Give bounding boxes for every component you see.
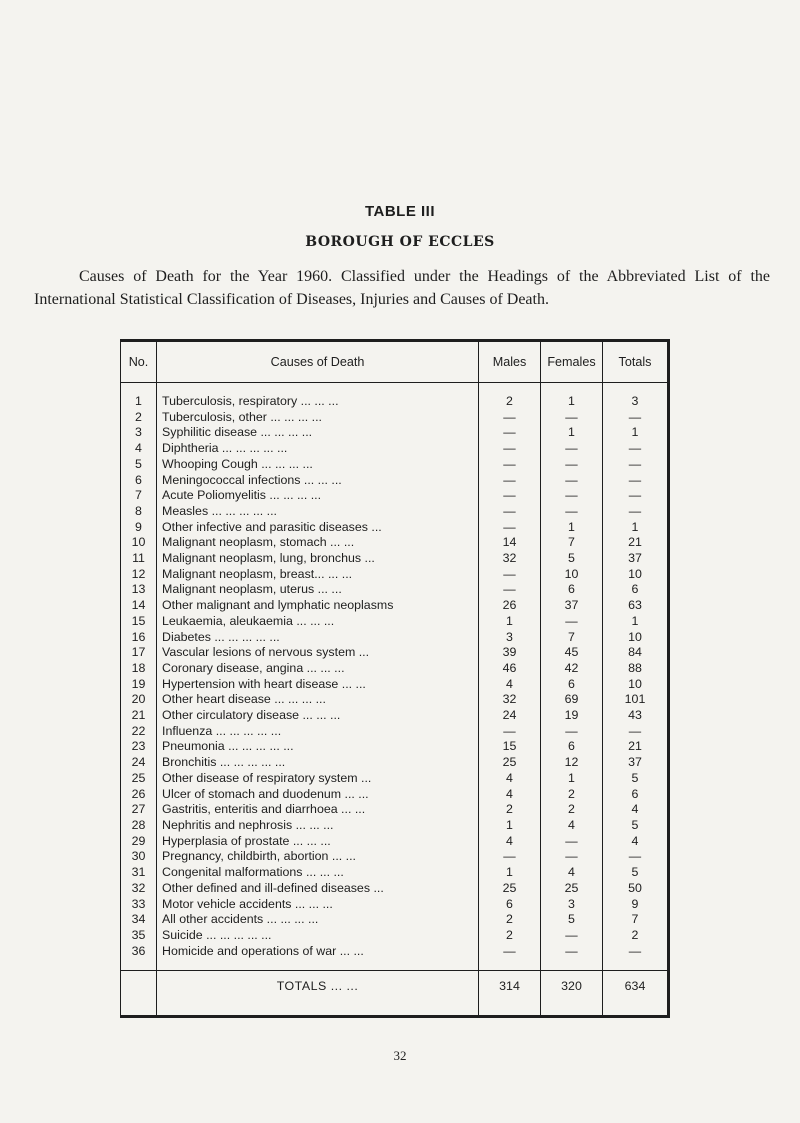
cell-males: — bbox=[479, 520, 541, 536]
cell-males: — bbox=[479, 504, 541, 520]
cell-females: 6 bbox=[541, 739, 603, 755]
totals-label: TOTALS ... ... bbox=[157, 971, 479, 1002]
cell-no: 9 bbox=[121, 520, 157, 536]
cell-totals: — bbox=[603, 473, 669, 489]
cell-cause: Motor vehicle accidents ... ... ... bbox=[157, 897, 479, 913]
cell-males: — bbox=[479, 425, 541, 441]
cell-males: 4 bbox=[479, 771, 541, 787]
totals-females: 320 bbox=[541, 971, 603, 1002]
cell-cause: Diphtheria ... ... ... ... ... bbox=[157, 441, 479, 457]
cell-cause: Vascular lesions of nervous system ... bbox=[157, 645, 479, 661]
cell-no: 26 bbox=[121, 787, 157, 803]
table-row bbox=[121, 551, 669, 567]
cell-males: 14 bbox=[479, 535, 541, 551]
cell-females: 1 bbox=[541, 425, 603, 441]
cell-females: 25 bbox=[541, 881, 603, 897]
caption-text: Causes of Death for the Year 1960. Classified under the Headings of the Abbreviated List of the International Statistical Classification of Diseases, Injuries and Causes of Death. bbox=[34, 268, 770, 308]
cell-males: 1 bbox=[479, 865, 541, 881]
table-row bbox=[121, 598, 669, 614]
cell-cause: Leukaemia, aleukaemia ... ... ... bbox=[157, 614, 479, 630]
cell-cause: Other disease of respiratory system ... bbox=[157, 771, 479, 787]
cell-cause: Acute Poliomyelitis ... ... ... ... bbox=[157, 488, 479, 504]
cell-no: 23 bbox=[121, 739, 157, 755]
cell-no: 18 bbox=[121, 661, 157, 677]
cell-no: 29 bbox=[121, 834, 157, 850]
page-number: 32 bbox=[393, 1048, 407, 1063]
cell-no: 31 bbox=[121, 865, 157, 881]
cell-totals: 50 bbox=[603, 881, 669, 897]
table-row bbox=[121, 582, 669, 598]
cell-females: — bbox=[541, 614, 603, 630]
cell-no: 24 bbox=[121, 755, 157, 771]
cell-females: 37 bbox=[541, 598, 603, 614]
cell-no: 20 bbox=[121, 692, 157, 708]
table-caption bbox=[34, 265, 770, 311]
cell-cause: Coronary disease, angina ... ... ... bbox=[157, 661, 479, 677]
spacer-row bbox=[121, 959, 669, 971]
spacer-row bbox=[121, 1001, 669, 1017]
spacer-row bbox=[121, 383, 669, 395]
cell-cause: Other malignant and lymphatic neoplasms bbox=[157, 598, 479, 614]
cell-males: 2 bbox=[479, 912, 541, 928]
cell-cause: Diabetes ... ... ... ... ... bbox=[157, 630, 479, 646]
table-row bbox=[121, 425, 669, 441]
cell-cause: Malignant neoplasm, stomach ... ... bbox=[157, 535, 479, 551]
table-row bbox=[121, 881, 669, 897]
cell-males: — bbox=[479, 849, 541, 865]
cell-totals: 6 bbox=[603, 787, 669, 803]
cell-males: 39 bbox=[479, 645, 541, 661]
cell-no: 12 bbox=[121, 567, 157, 583]
cell-males: 6 bbox=[479, 897, 541, 913]
cell-cause: Ulcer of stomach and duodenum ... ... bbox=[157, 787, 479, 803]
cell-totals: 21 bbox=[603, 535, 669, 551]
table-row bbox=[121, 897, 669, 913]
cell-cause: Gastritis, enteritis and diarrhoea ... ... bbox=[157, 802, 479, 818]
cell-no: 3 bbox=[121, 425, 157, 441]
cell-totals: 101 bbox=[603, 692, 669, 708]
cell-females: 5 bbox=[541, 912, 603, 928]
cell-females: — bbox=[541, 849, 603, 865]
cell-males: — bbox=[479, 567, 541, 583]
cell-cause: Malignant neoplasm, uterus ... ... bbox=[157, 582, 479, 598]
cell-no: 10 bbox=[121, 535, 157, 551]
table-row bbox=[121, 944, 669, 960]
cell-totals: 4 bbox=[603, 834, 669, 850]
table-row bbox=[121, 457, 669, 473]
cell-males: — bbox=[479, 944, 541, 960]
cell-cause: Suicide ... ... ... ... ... bbox=[157, 928, 479, 944]
cell-totals: 5 bbox=[603, 771, 669, 787]
cell-males: 1 bbox=[479, 818, 541, 834]
cell-cause: Tuberculosis, respiratory ... ... ... bbox=[157, 394, 479, 410]
cell-totals: 5 bbox=[603, 865, 669, 881]
table-row bbox=[121, 677, 669, 693]
cell-totals: — bbox=[603, 504, 669, 520]
cell-females: 2 bbox=[541, 802, 603, 818]
table-row bbox=[121, 692, 669, 708]
table-row bbox=[121, 630, 669, 646]
cell-females: 6 bbox=[541, 677, 603, 693]
header-no: No. bbox=[121, 341, 157, 383]
cell-males: — bbox=[479, 410, 541, 426]
cell-no: 16 bbox=[121, 630, 157, 646]
cell-no: 17 bbox=[121, 645, 157, 661]
cell-no: 6 bbox=[121, 473, 157, 489]
cell-cause: Other heart disease ... ... ... ... bbox=[157, 692, 479, 708]
cell-no: 13 bbox=[121, 582, 157, 598]
cell-females: 1 bbox=[541, 520, 603, 536]
cell-no: 22 bbox=[121, 724, 157, 740]
cell-totals: 1 bbox=[603, 614, 669, 630]
cell-totals: — bbox=[603, 441, 669, 457]
cell-no: 33 bbox=[121, 897, 157, 913]
cell-totals: 7 bbox=[603, 912, 669, 928]
cell-totals: 4 bbox=[603, 802, 669, 818]
cell-females: — bbox=[541, 410, 603, 426]
cell-females: — bbox=[541, 928, 603, 944]
cell-males: 32 bbox=[479, 692, 541, 708]
cell-no: 1 bbox=[121, 394, 157, 410]
cell-females: 69 bbox=[541, 692, 603, 708]
cell-no: 32 bbox=[121, 881, 157, 897]
cell-cause: Homicide and operations of war ... ... bbox=[157, 944, 479, 960]
cell-totals: 84 bbox=[603, 645, 669, 661]
cell-no: 27 bbox=[121, 802, 157, 818]
table-row bbox=[121, 645, 669, 661]
header-females: Females bbox=[541, 341, 603, 383]
cell-totals: 21 bbox=[603, 739, 669, 755]
table-row bbox=[121, 473, 669, 489]
table-row bbox=[121, 802, 669, 818]
table-row bbox=[121, 567, 669, 583]
cell-no: 35 bbox=[121, 928, 157, 944]
table-row bbox=[121, 488, 669, 504]
cell-totals: — bbox=[603, 849, 669, 865]
table-row bbox=[121, 661, 669, 677]
cell-males: 32 bbox=[479, 551, 541, 567]
cell-no: 19 bbox=[121, 677, 157, 693]
cell-totals: — bbox=[603, 724, 669, 740]
table-row bbox=[121, 739, 669, 755]
table-row bbox=[121, 614, 669, 630]
cell-males: 25 bbox=[479, 755, 541, 771]
cell-males: 25 bbox=[479, 881, 541, 897]
header-row bbox=[121, 341, 669, 383]
cell-females: — bbox=[541, 473, 603, 489]
cell-totals: 10 bbox=[603, 677, 669, 693]
cell-totals: 1 bbox=[603, 520, 669, 536]
cell-females: 7 bbox=[541, 630, 603, 646]
cell-cause: Influenza ... ... ... ... ... bbox=[157, 724, 479, 740]
cell-females: 4 bbox=[541, 818, 603, 834]
cell-totals: — bbox=[603, 488, 669, 504]
cell-totals: 1 bbox=[603, 425, 669, 441]
cell-females: — bbox=[541, 944, 603, 960]
cell-cause: Pregnancy, childbirth, abortion ... ... bbox=[157, 849, 479, 865]
table-label: TABLE III bbox=[364, 203, 436, 220]
cell-males: 3 bbox=[479, 630, 541, 646]
cell-totals: 63 bbox=[603, 598, 669, 614]
cell-no: 28 bbox=[121, 818, 157, 834]
header-cause: Causes of Death bbox=[157, 341, 479, 383]
cell-males: 1 bbox=[479, 614, 541, 630]
cell-males: 46 bbox=[479, 661, 541, 677]
table-row bbox=[121, 755, 669, 771]
cell-totals: 10 bbox=[603, 630, 669, 646]
cell-cause: Measles ... ... ... ... ... bbox=[157, 504, 479, 520]
table-row bbox=[121, 928, 669, 944]
cell-cause: Other infective and parasitic diseases ... bbox=[157, 520, 479, 536]
table-row bbox=[121, 787, 669, 803]
table-row bbox=[121, 771, 669, 787]
cell-totals: 10 bbox=[603, 567, 669, 583]
cell-males: 2 bbox=[479, 394, 541, 410]
cell-females: — bbox=[541, 457, 603, 473]
cell-females: 7 bbox=[541, 535, 603, 551]
cell-no: 25 bbox=[121, 771, 157, 787]
cell-females: 12 bbox=[541, 755, 603, 771]
cell-females: 19 bbox=[541, 708, 603, 724]
table-row bbox=[121, 520, 669, 536]
cell-no: 30 bbox=[121, 849, 157, 865]
cell-cause: Other circulatory disease ... ... ... bbox=[157, 708, 479, 724]
cell-no: 11 bbox=[121, 551, 157, 567]
cell-totals: 6 bbox=[603, 582, 669, 598]
cell-cause: Tuberculosis, other ... ... ... ... bbox=[157, 410, 479, 426]
cell-cause: Whooping Cough ... ... ... ... bbox=[157, 457, 479, 473]
cell-cause: All other accidents ... ... ... ... bbox=[157, 912, 479, 928]
cell-no: 4 bbox=[121, 441, 157, 457]
cell-totals: 43 bbox=[603, 708, 669, 724]
table-row bbox=[121, 441, 669, 457]
totals-row bbox=[121, 971, 669, 1002]
cell-cause: Malignant neoplasm, breast... ... ... bbox=[157, 567, 479, 583]
cell-totals: — bbox=[603, 944, 669, 960]
cell-cause: Hypertension with heart disease ... ... bbox=[157, 677, 479, 693]
header-totals: Totals bbox=[603, 341, 669, 383]
cell-males: 4 bbox=[479, 787, 541, 803]
table-row bbox=[121, 724, 669, 740]
cell-males: 4 bbox=[479, 834, 541, 850]
cell-totals: — bbox=[603, 457, 669, 473]
table-row bbox=[121, 504, 669, 520]
cell-no: 15 bbox=[121, 614, 157, 630]
cell-males: — bbox=[479, 488, 541, 504]
cell-females: — bbox=[541, 834, 603, 850]
totals-males: 314 bbox=[479, 971, 541, 1002]
cell-totals: 5 bbox=[603, 818, 669, 834]
cell-totals: — bbox=[603, 410, 669, 426]
borough-title: BOROUGH OF ECCLES bbox=[305, 234, 495, 250]
table-row bbox=[121, 849, 669, 865]
cell-cause: Hyperplasia of prostate ... ... ... bbox=[157, 834, 479, 850]
cell-males: 4 bbox=[479, 677, 541, 693]
cell-males: — bbox=[479, 724, 541, 740]
cell-no: 8 bbox=[121, 504, 157, 520]
cell-totals: 37 bbox=[603, 551, 669, 567]
cell-females: 45 bbox=[541, 645, 603, 661]
cell-cause: Congenital malformations ... ... ... bbox=[157, 865, 479, 881]
cell-females: 4 bbox=[541, 865, 603, 881]
table-row bbox=[121, 834, 669, 850]
cell-cause: Malignant neoplasm, lung, bronchus ... bbox=[157, 551, 479, 567]
table-row bbox=[121, 708, 669, 724]
cell-females: — bbox=[541, 724, 603, 740]
cell-females: 42 bbox=[541, 661, 603, 677]
cell-cause: Pneumonia ... ... ... ... ... bbox=[157, 739, 479, 755]
cell-no: 7 bbox=[121, 488, 157, 504]
cell-no: 36 bbox=[121, 944, 157, 960]
cell-females: 3 bbox=[541, 897, 603, 913]
cell-males: 24 bbox=[479, 708, 541, 724]
causes-of-death-table bbox=[120, 339, 670, 1018]
cell-no: 21 bbox=[121, 708, 157, 724]
header-males: Males bbox=[479, 341, 541, 383]
cell-females: 1 bbox=[541, 394, 603, 410]
cell-females: 5 bbox=[541, 551, 603, 567]
cell-females: 6 bbox=[541, 582, 603, 598]
cell-males: 2 bbox=[479, 928, 541, 944]
table-row bbox=[121, 865, 669, 881]
table-row bbox=[121, 912, 669, 928]
cell-males: — bbox=[479, 473, 541, 489]
cell-no: 14 bbox=[121, 598, 157, 614]
cell-totals: 9 bbox=[603, 897, 669, 913]
cell-cause: Nephritis and nephrosis ... ... ... bbox=[157, 818, 479, 834]
cell-females: 2 bbox=[541, 787, 603, 803]
cell-totals: 2 bbox=[603, 928, 669, 944]
cell-females: — bbox=[541, 488, 603, 504]
cell-no: 2 bbox=[121, 410, 157, 426]
table-row bbox=[121, 394, 669, 410]
cell-totals: 3 bbox=[603, 394, 669, 410]
cell-males: — bbox=[479, 457, 541, 473]
cell-no: 34 bbox=[121, 912, 157, 928]
cell-females: 10 bbox=[541, 567, 603, 583]
table-row bbox=[121, 818, 669, 834]
cell-males: — bbox=[479, 582, 541, 598]
cell-cause: Meningococcal infections ... ... ... bbox=[157, 473, 479, 489]
cell-females: 1 bbox=[541, 771, 603, 787]
cell-males: 2 bbox=[479, 802, 541, 818]
cell-totals: 88 bbox=[603, 661, 669, 677]
cell-males: 15 bbox=[479, 739, 541, 755]
cell-cause: Bronchitis ... ... ... ... ... bbox=[157, 755, 479, 771]
cell-females: — bbox=[541, 441, 603, 457]
cell-males: — bbox=[479, 441, 541, 457]
cell-males: 26 bbox=[479, 598, 541, 614]
totals-totals: 634 bbox=[603, 971, 669, 1002]
cell-cause: Syphilitic disease ... ... ... ... bbox=[157, 425, 479, 441]
cell-females: — bbox=[541, 504, 603, 520]
cell-no: 5 bbox=[121, 457, 157, 473]
cell-cause: Other defined and ill-defined diseases ... bbox=[157, 881, 479, 897]
table-row bbox=[121, 410, 669, 426]
cell-totals: 37 bbox=[603, 755, 669, 771]
table-row bbox=[121, 535, 669, 551]
